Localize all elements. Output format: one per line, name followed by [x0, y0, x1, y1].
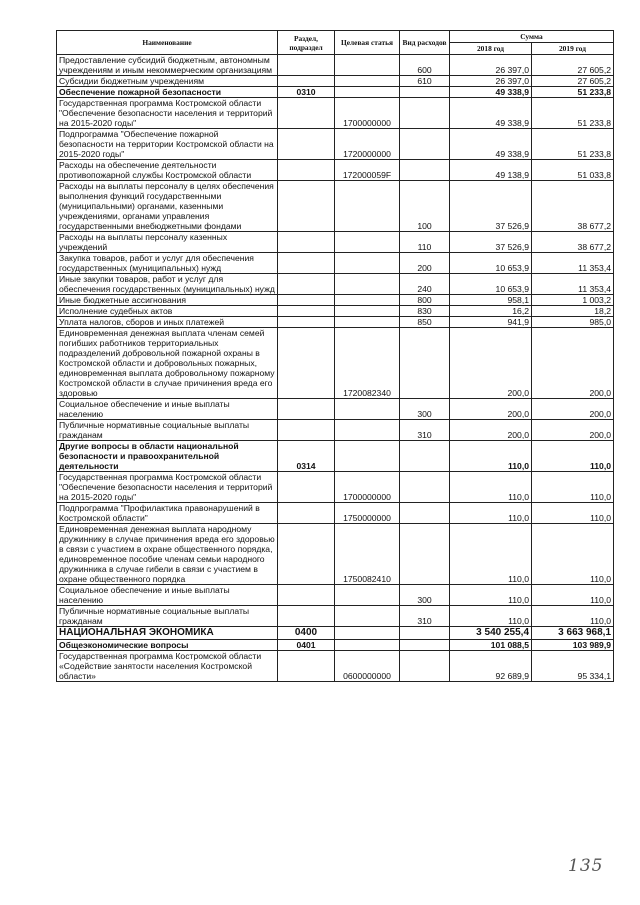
table-row [57, 651, 614, 682]
table-cell-type [400, 503, 450, 524]
table-cell-target [335, 420, 400, 441]
table-row [57, 129, 614, 160]
table-cell-2018: 49 338,9 [450, 87, 532, 98]
table-cell-name: Обеспечение пожарной безопасности [57, 87, 278, 98]
table-cell-2019: 51 033,8 [532, 160, 614, 181]
table-cell-name: Публичные нормативные социальные выплаты гражданам [57, 606, 278, 627]
table-cell-type [400, 129, 450, 160]
table-cell-2019: 27 605,2 [532, 55, 614, 76]
table-cell-2019: 103 989,9 [532, 640, 614, 651]
table-cell-name: Расходы на выплаты персоналу в целях обеспечения выполнения функций государственными (муниципальными) органами, казенными учреждениями, органами управления государственными внебюджетными фондами [57, 181, 278, 232]
header-sum: Сумма [450, 31, 614, 43]
table-cell-2018: 110,0 [450, 524, 532, 585]
table-row [57, 420, 614, 441]
table-cell-2018: 92 689,9 [450, 651, 532, 682]
table-cell-target: 1720000000 [335, 129, 400, 160]
table-cell-name: НАЦИОНАЛЬНАЯ ЭКОНОМИКА [57, 627, 278, 640]
table-cell-type: 240 [400, 274, 450, 295]
table-cell-name: Расходы на обеспечение деятельности противопожарной службы Костромской области [57, 160, 278, 181]
table-cell-type: 310 [400, 606, 450, 627]
table-cell-section: 0310 [278, 87, 335, 98]
table-cell-type: 100 [400, 181, 450, 232]
table-cell-2019: 95 334,1 [532, 651, 614, 682]
table-cell-type: 830 [400, 306, 450, 317]
table-cell-2019: 3 663 968,1 [532, 627, 614, 640]
table-cell-name: Субсидии бюджетным учреждениям [57, 76, 278, 87]
table-cell-name: Государственная программа Костромской области "Обеспечение безопасности населения и территорий на 2015-2020 годы" [57, 98, 278, 129]
table-cell-name: Публичные нормативные социальные выплаты гражданам [57, 420, 278, 441]
table-cell-section [278, 606, 335, 627]
table-row [57, 317, 614, 328]
table-cell-2019: 51 233,8 [532, 98, 614, 129]
table-row [57, 627, 614, 640]
table-cell-target [335, 317, 400, 328]
table-cell-target [335, 585, 400, 606]
table-cell-2019: 200,0 [532, 328, 614, 399]
header-section: Раздел, подраздел [278, 31, 335, 55]
table-cell-section [278, 585, 335, 606]
table-cell-2019: 110,0 [532, 585, 614, 606]
table-cell-section [278, 274, 335, 295]
table-cell-2018: 10 653,9 [450, 274, 532, 295]
table-cell-section [278, 317, 335, 328]
table-cell-target: 172000059F [335, 160, 400, 181]
table-cell-section: 0401 [278, 640, 335, 651]
table-cell-type: 300 [400, 585, 450, 606]
table-cell-name: Подпрограмма "Профилактика правонарушений в Костромской области" [57, 503, 278, 524]
table-cell-target: 0600000000 [335, 651, 400, 682]
table-row [57, 306, 614, 317]
table-cell-name: Социальное обеспечение и иные выплаты населению [57, 399, 278, 420]
table-cell-2018: 49 138,9 [450, 160, 532, 181]
table-cell-section: 0400 [278, 627, 335, 640]
table-cell-2018: 49 338,9 [450, 129, 532, 160]
table-cell-2018: 110,0 [450, 585, 532, 606]
table-row [57, 232, 614, 253]
table-cell-name: Исполнение судебных актов [57, 306, 278, 317]
table-cell-2018: 3 540 255,4 [450, 627, 532, 640]
table-cell-name: Подпрограмма "Обеспечение пожарной безопасности на территории Костромской области на 2015-2020 годы" [57, 129, 278, 160]
table-cell-type: 300 [400, 399, 450, 420]
table-cell-target [335, 627, 400, 640]
table-row [57, 274, 614, 295]
table-cell-2018: 16,2 [450, 306, 532, 317]
table-row [57, 585, 614, 606]
table-cell-section [278, 420, 335, 441]
page-number: 135 [568, 856, 604, 876]
table-cell-name: Общеэкономические вопросы [57, 640, 278, 651]
table-cell-target: 1750000000 [335, 503, 400, 524]
table-cell-target [335, 306, 400, 317]
table-cell-target [335, 181, 400, 232]
table-row [57, 295, 614, 306]
table-row [57, 606, 614, 627]
table-cell-type [400, 328, 450, 399]
table-cell-2019: 11 353,4 [532, 274, 614, 295]
table-cell-2019: 110,0 [532, 524, 614, 585]
table-cell-target: 1700000000 [335, 98, 400, 129]
table-cell-type [400, 627, 450, 640]
table-cell-type: 800 [400, 295, 450, 306]
table-cell-type: 310 [400, 420, 450, 441]
table-cell-name: Иные бюджетные ассигнования [57, 295, 278, 306]
table-cell-section: 0314 [278, 441, 335, 472]
table-row [57, 160, 614, 181]
table-cell-2018: 49 338,9 [450, 98, 532, 129]
table-cell-target [335, 399, 400, 420]
header-target: Целевая статья [335, 31, 400, 55]
table-row [57, 87, 614, 98]
table-cell-2018: 200,0 [450, 420, 532, 441]
header-type: Вид расходов [400, 31, 450, 55]
table-cell-target [335, 87, 400, 98]
table-cell-section [278, 295, 335, 306]
table-cell-2019: 38 677,2 [532, 232, 614, 253]
table-row [57, 328, 614, 399]
budget-table [56, 30, 614, 682]
table-cell-name: Уплата налогов, сборов и иных платежей [57, 317, 278, 328]
table-cell-target: 1720082340 [335, 328, 400, 399]
table-cell-2018: 10 653,9 [450, 253, 532, 274]
table-cell-section [278, 524, 335, 585]
table-cell-2019: 18,2 [532, 306, 614, 317]
table-cell-target [335, 253, 400, 274]
table-cell-2019: 110,0 [532, 441, 614, 472]
table-row [57, 181, 614, 232]
table-cell-type: 610 [400, 76, 450, 87]
table-cell-name: Иные закупки товаров, работ и услуг для обеспечения государственных (муниципальных) нужд [57, 274, 278, 295]
table-cell-section [278, 232, 335, 253]
table-cell-name: Государственная программа Костромской области «Содействие занятости населения Костромской области» [57, 651, 278, 682]
table-cell-target [335, 232, 400, 253]
table-cell-target: 1750082410 [335, 524, 400, 585]
table-cell-2018: 110,0 [450, 606, 532, 627]
table-row [57, 640, 614, 651]
table-cell-2018: 200,0 [450, 328, 532, 399]
table-cell-2019: 200,0 [532, 420, 614, 441]
table-cell-2019: 110,0 [532, 472, 614, 503]
table-cell-2019: 38 677,2 [532, 181, 614, 232]
table-cell-target [335, 274, 400, 295]
table-cell-2018: 110,0 [450, 503, 532, 524]
header-2018: 2018 год [450, 43, 532, 55]
table-row [57, 524, 614, 585]
table-cell-type [400, 87, 450, 98]
table-row [57, 472, 614, 503]
table-cell-target [335, 606, 400, 627]
table-cell-target [335, 55, 400, 76]
table-cell-2019: 985,0 [532, 317, 614, 328]
table-cell-2019: 110,0 [532, 503, 614, 524]
table-cell-2019: 51 233,8 [532, 129, 614, 160]
table-cell-type [400, 160, 450, 181]
table-cell-name: Единовременная денежная выплата народному дружиннику в случае причинения вреда его здоровью в связи с участием в охране общественного порядка, единовременное пособие членам семьи народного дружинника в случае гибели в связи с участием в охране общественного порядка [57, 524, 278, 585]
table-cell-2018: 110,0 [450, 472, 532, 503]
table-row [57, 399, 614, 420]
table-cell-section [278, 98, 335, 129]
table-cell-target [335, 295, 400, 306]
table-cell-name: Закупка товаров, работ и услуг для обеспечения государственных (муниципальных) нужд [57, 253, 278, 274]
table-cell-section [278, 328, 335, 399]
table-cell-2018: 26 397,0 [450, 55, 532, 76]
table-cell-section [278, 129, 335, 160]
table-cell-section [278, 306, 335, 317]
table-cell-2018: 101 088,5 [450, 640, 532, 651]
table-cell-type [400, 640, 450, 651]
table-cell-2019: 1 003,2 [532, 295, 614, 306]
table-cell-name: Социальное обеспечение и иные выплаты населению [57, 585, 278, 606]
table-cell-2018: 941,9 [450, 317, 532, 328]
table-cell-type [400, 441, 450, 472]
table-cell-section [278, 399, 335, 420]
table-cell-2019: 51 233,8 [532, 87, 614, 98]
table-cell-2018: 26 397,0 [450, 76, 532, 87]
table-cell-2018: 200,0 [450, 399, 532, 420]
table-cell-name: Единовременная денежная выплата членам семей погибших работников территориальных подразделений добровольной пожарной охраны в Костромской области и добровольных пожарных, единовременная выплата добровольному пожарному Костромской области в случае причинения вреда его здоровью [57, 328, 278, 399]
table-row [57, 253, 614, 274]
table-cell-2018: 37 526,9 [450, 181, 532, 232]
table-cell-section [278, 503, 335, 524]
table-cell-type [400, 524, 450, 585]
table-cell-2019: 110,0 [532, 606, 614, 627]
table-cell-type [400, 472, 450, 503]
header-name: Наименование [57, 31, 278, 55]
table-cell-target [335, 76, 400, 87]
table-cell-type [400, 651, 450, 682]
table-cell-name: Предоставление субсидий бюджетным, автономным учреждениям и иным некоммерческим организациям [57, 55, 278, 76]
table-cell-section [278, 651, 335, 682]
table-cell-name: Государственная программа Костромской области "Обеспечение безопасности населения и территорий на 2015-2020 годы" [57, 472, 278, 503]
table-row [57, 441, 614, 472]
header-2019: 2019 год [532, 43, 614, 55]
table-cell-2018: 110,0 [450, 441, 532, 472]
table-row [57, 76, 614, 87]
table-cell-section [278, 181, 335, 232]
table-cell-section [278, 253, 335, 274]
table-header [57, 31, 614, 55]
table-cell-2019: 11 353,4 [532, 253, 614, 274]
table-cell-section [278, 55, 335, 76]
table-row [57, 98, 614, 129]
table-row [57, 55, 614, 76]
table-cell-type: 850 [400, 317, 450, 328]
table-cell-2019: 27 605,2 [532, 76, 614, 87]
table-cell-2018: 37 526,9 [450, 232, 532, 253]
table-cell-target [335, 640, 400, 651]
table-cell-target [335, 441, 400, 472]
table-cell-type: 600 [400, 55, 450, 76]
table-cell-name: Другие вопросы в области национальной безопасности и правоохранительной деятельности [57, 441, 278, 472]
table-cell-section [278, 76, 335, 87]
table-body [57, 55, 614, 682]
table-cell-type: 110 [400, 232, 450, 253]
table-cell-name: Расходы на выплаты персоналу казенных учреждений [57, 232, 278, 253]
table-cell-2019: 200,0 [532, 399, 614, 420]
table-cell-section [278, 472, 335, 503]
table-cell-target: 1700000000 [335, 472, 400, 503]
table-row [57, 503, 614, 524]
table-cell-2018: 958,1 [450, 295, 532, 306]
table-cell-type: 200 [400, 253, 450, 274]
table-cell-section [278, 160, 335, 181]
table-cell-type [400, 98, 450, 129]
